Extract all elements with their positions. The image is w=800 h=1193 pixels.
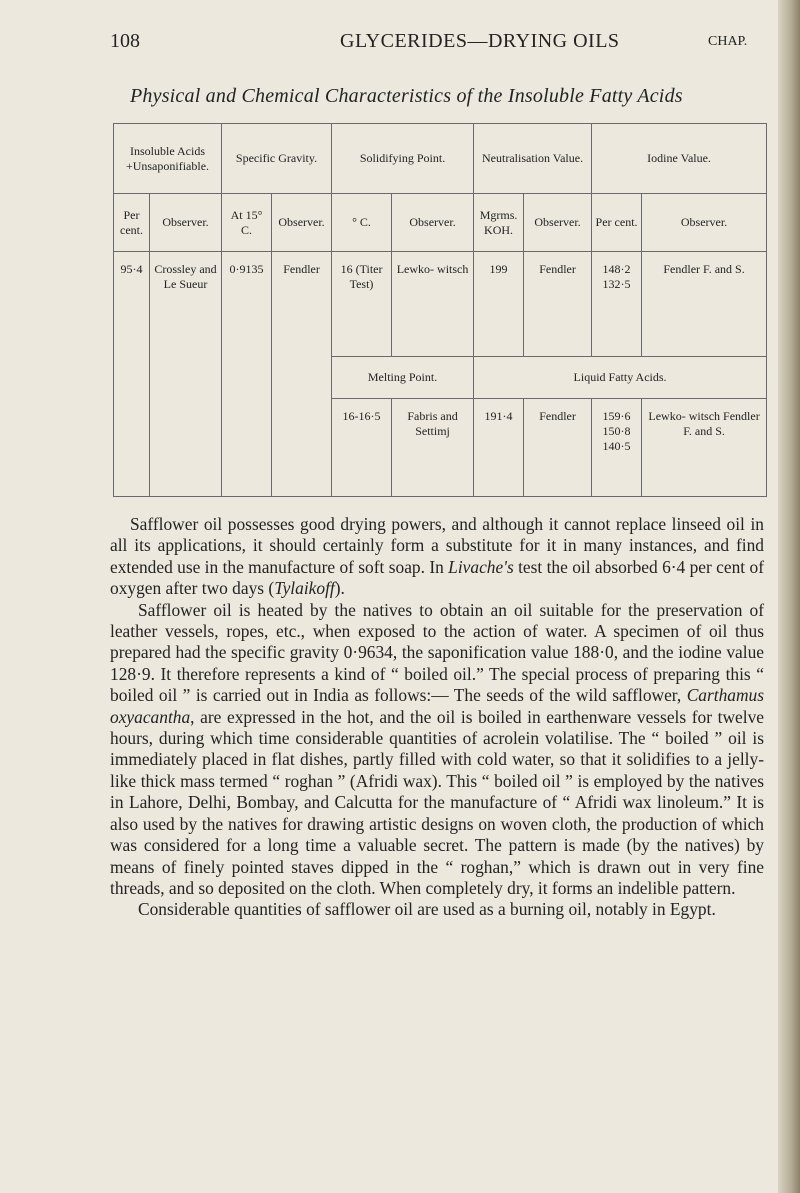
cell-observer: Crossley and Le Sueur: [150, 252, 222, 497]
header-iodine-value: Iodine Value.: [592, 124, 767, 194]
subheader-observer: Observer.: [150, 194, 222, 252]
cell-iodine-observer: Lewko- witsch Fendler F. and S.: [642, 399, 767, 497]
section-liquid-fatty-acids: Liquid Fatty Acids.: [474, 357, 767, 399]
paragraph: Safflower oil is heated by the natives to obtain an oil suitable for the preservation of leather vessels, ropes, etc., when exposed to the action of water. A specimen of oil thus prepared had the specific gravity 0·9634, the saponification value 188·0, and the iodine value 128·9. It therefore represents a kind of “ boiled oil.” The special process of preparing this “ boiled oil ” is carried out in India as follows:— The seeds of the wild safflower, Carthamus oxyacantha, are expressed in the hot, and the oil is boiled in earthenware vessels for twelve hours, during which time considerable quantities of acrolein volatilise. The “ boiled ” oil is immediately placed in flat dishes, partly filled with cold water, so that it solidifies to a jelly-like thick mass termed “ roghan ” (Afridi wax). This “ boiled oil ” is employed by the natives in Lahore, Delhi, Bombay, and Calcutta for the manufacture of “ Afridi wax linoleum.” It is also used by the natives for drawing artistic designs on woven cloth, the production of which was considered for a long time a valuable secret. The pattern is made (by the natives) by means of finely pointed staves dipped in the “ roghan,” which is drawn out in very fine threads, and so deposited on the cloth. When completely dry, it forms an indelible pattern.: [110, 599, 764, 898]
subheader-observer: Observer.: [392, 194, 474, 252]
data-row-solid: [114, 252, 767, 357]
running-title: GLYCERIDES—DRYING OILS: [340, 30, 620, 52]
subheader-observer: Observer.: [642, 194, 767, 252]
subheader-per-cent: Per cent.: [114, 194, 150, 252]
cell-iodine: 148·2 132·5: [592, 252, 642, 357]
body-text: [110, 514, 764, 921]
header-specific-gravity: Specific Gravity.: [222, 124, 332, 194]
subheader-at-15c: At 15° C.: [222, 194, 272, 252]
cell-neutralisation: 191·4: [474, 399, 524, 497]
page-edge-shadow: [778, 0, 800, 1193]
page-header: [110, 30, 750, 60]
subheader-mgrms-koh: Mgrms. KOH.: [474, 194, 524, 252]
subheader-observer: Observer.: [272, 194, 332, 252]
cell-melting-observer: Fabris and Settimj: [392, 399, 474, 497]
subheader-per-cent: Per cent.: [592, 194, 642, 252]
paragraph: Considerable quantities of safflower oil are used as a burning oil, notably in Egypt.: [138, 899, 716, 920]
section-melting-point: Melting Point.: [332, 357, 474, 399]
subheader-deg-c: ° C.: [332, 194, 392, 252]
cell-iodine: 159·6 150·8 140·5: [592, 399, 642, 497]
italic-term: Tylaikoff: [274, 578, 335, 599]
cell-neutralisation-observer: Fendler: [524, 399, 592, 497]
page-number: 108: [110, 30, 140, 52]
cell-solidifying-observer: Lewko- witsch: [392, 252, 474, 357]
cell-solidifying-point: 16 (Titer Test): [332, 252, 392, 357]
table-caption: Physical and Chemical Characteristics of the Insoluble Fatty Acids: [130, 85, 683, 107]
cell-gravity-observer: Fendler: [272, 252, 332, 497]
header-insoluble-acids: Insoluble Acids +Unsaponifiable.: [114, 124, 222, 194]
cell-neutralisation-observer: Fendler: [524, 252, 592, 357]
header-row: [114, 124, 767, 194]
header-neutralisation-value: Neutralisation Value.: [474, 124, 592, 194]
subheader-row: [114, 194, 767, 252]
italic-term: Carthamus oxyacantha: [110, 685, 764, 727]
chapter-label: CHAP.: [708, 34, 748, 49]
header-solidifying-point: Solidifying Point.: [332, 124, 474, 194]
paragraph: Safflower oil possesses good drying powers, and although it cannot replace linseed oil in all its applications, it should certainly form a substitute for it in many instances, and find extended use in the manufacture of soft soap. In Livache's test the oil absorbed 6·4 per cent of oxygen after two days (Tylaikoff).: [110, 514, 764, 599]
subheader-observer: Observer.: [524, 194, 592, 252]
italic-term: Livache's: [448, 556, 514, 577]
cell-per-cent: 95·4: [114, 252, 150, 497]
cell-specific-gravity: 0·9135: [222, 252, 272, 497]
characteristics-table: [113, 123, 767, 497]
cell-iodine-observer: Fendler F. and S.: [642, 252, 767, 357]
cell-neutralisation: 199: [474, 252, 524, 357]
cell-melting-point: 16-16·5: [332, 399, 392, 497]
